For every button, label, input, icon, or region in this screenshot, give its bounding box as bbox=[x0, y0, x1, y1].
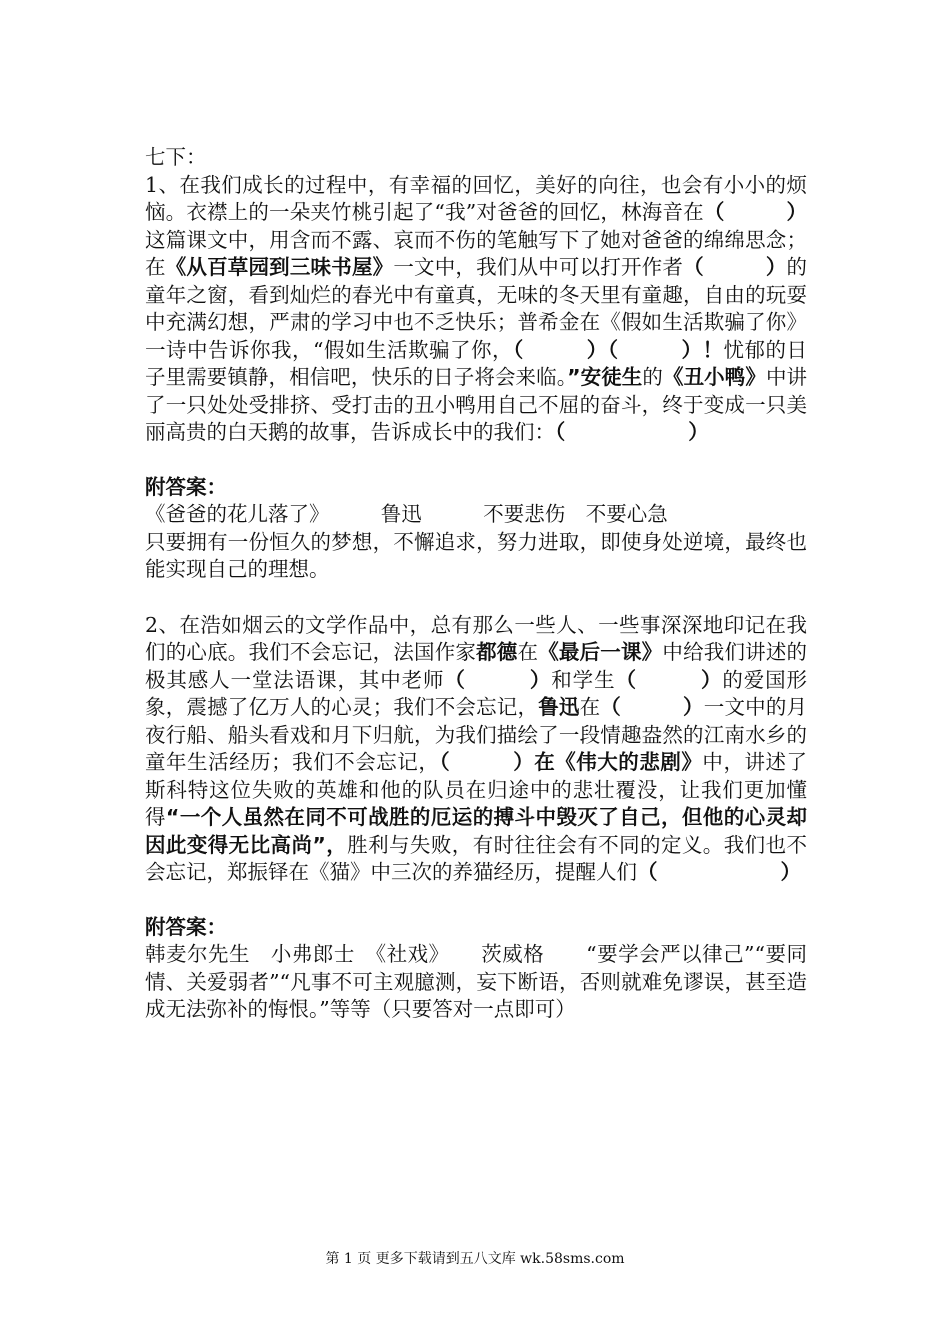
q2-text-1: 2、在浩如烟云的文学作品中，总有那么一些人、一些事深深地印记在我们的心底。我们不会忘记，法国作家 bbox=[145, 612, 807, 664]
document-body bbox=[145, 144, 807, 1024]
q1-text-1: 1、在我们成长的过程中，有幸福的回忆，美好的向往，也会有小小的烦恼。衣襟上的一朵夹竹桃引起了“我”对爸爸的回忆，林海音在 bbox=[145, 172, 807, 224]
q1-text-2: 这篇课文中，用含而不露、哀而不伤的笔触写下了她对爸爸的绵绵思念；在 bbox=[145, 227, 807, 279]
q1-text-7: 中讲了一只处处受排挤、受打击的丑小鸭用自己不屈的奋斗，终于变成一只美丽高贵的白天鹅的故事，告诉成长中的我们： bbox=[145, 365, 808, 444]
q2-blank-3: （ ） bbox=[600, 695, 704, 719]
q1-book-title-2: 《丑小鸭》 bbox=[663, 365, 766, 389]
q2-text-5: 的爱国形象，震撼了亿万人的心灵；我们不会忘记， bbox=[145, 667, 808, 719]
q2-blank-1: （ ） bbox=[444, 667, 552, 692]
q2-book-title-1: 《最后一课》 bbox=[538, 640, 663, 664]
q2-blank-4-and-title: （ ）在《伟大的悲剧》 bbox=[439, 750, 703, 774]
question-2 bbox=[145, 612, 807, 887]
answer-2-label: 附答案： bbox=[145, 914, 227, 939]
answer-1-line-2: 只要拥有一份恒久的梦想，不懈追求，努力进取，即使身处逆境，最终也能实现自己的理想。 bbox=[145, 529, 807, 581]
q1-text-4: 的童年之窗，看到灿烂的春光中有童真，无味的冬天里有童趣，自由的玩耍中充满幻想，严肃的学习中也不乏快乐；普希金在《假如生活欺骗了你》一诗中告诉你我，“假如生活欺骗了你， bbox=[145, 255, 808, 362]
q1-blank-1: （ ） bbox=[703, 200, 808, 224]
q2-author-1: 都德 bbox=[476, 640, 518, 664]
q1-text-3: 一文中，我们从中可以打开作者 bbox=[393, 255, 684, 279]
q2-text-3: 中给我们讲述的极其感人一堂法语课，其中老师 bbox=[145, 640, 808, 692]
q2-text-7: 一文中的月夜行船、船头看戏和月下归航，为我们描绘了一段情趣盎然的江南水乡的童年生活经历；我们不会忘记， bbox=[145, 695, 808, 774]
q2-text-8: 中，讲述了斯科特这位失败的英雄和他的队员在归途中的悲壮覆没，让我们更加懂得 bbox=[145, 750, 808, 829]
answer-1-line-1: 《爸爸的花儿落了》 鲁迅 不要悲伤 不要心急 bbox=[145, 502, 668, 526]
question-1 bbox=[145, 172, 807, 447]
q1-text-6: 的 bbox=[642, 365, 663, 389]
q2-author-2: 鲁迅 bbox=[538, 695, 580, 719]
page-footer: 第 1 页 更多下载请到五八文库 wk.58sms.com bbox=[325, 1251, 625, 1267]
q1-author: ”安徒生 bbox=[567, 365, 643, 389]
q2-blank-2: （ ） bbox=[615, 667, 723, 692]
q2-text-4: 和学生 bbox=[551, 667, 616, 692]
q2-blank-5: （ ） bbox=[637, 860, 801, 884]
q1-text-5: 忧郁的日子里需要镇静，相信吧，快乐的日子将会来临。 bbox=[145, 337, 808, 389]
q1-blank-4: （ ） bbox=[555, 420, 709, 444]
answer-1-label: 附答案： bbox=[145, 474, 227, 499]
section-heading: 七下： bbox=[145, 145, 207, 169]
q2-text-9: 胜利与失败，有时往往会有不同的定义。我们也不会忘记，郑振铎在《猫》中三次的养猫经历，提醒人们 bbox=[145, 832, 807, 884]
q1-book-title-1: 《从百草园到三味书屋》 bbox=[165, 255, 394, 279]
q1-blank-2: （ ） bbox=[683, 255, 787, 279]
answer-2-text: 韩麦尔先生 小弗郎士 《社戏》 茨威格 “要学会严以律己”“要同情、关爱弱者”“凡事不可主观臆测，妄下断语，否则就难免谬误，甚至造成无法弥补的悔恨。”等等（只要答对一点即可） bbox=[145, 942, 807, 1021]
q2-text-2: 在 bbox=[517, 640, 539, 664]
q2-text-6: 在 bbox=[579, 695, 601, 719]
q1-blank-3: （ ）（ ）！ bbox=[513, 337, 724, 362]
q2-quote: “一个人虽然在同不可战胜的厄运的搏斗中毁灭了自己，但他的心灵却因此变得无比高尚”， bbox=[145, 805, 807, 857]
spacer bbox=[145, 584, 807, 612]
